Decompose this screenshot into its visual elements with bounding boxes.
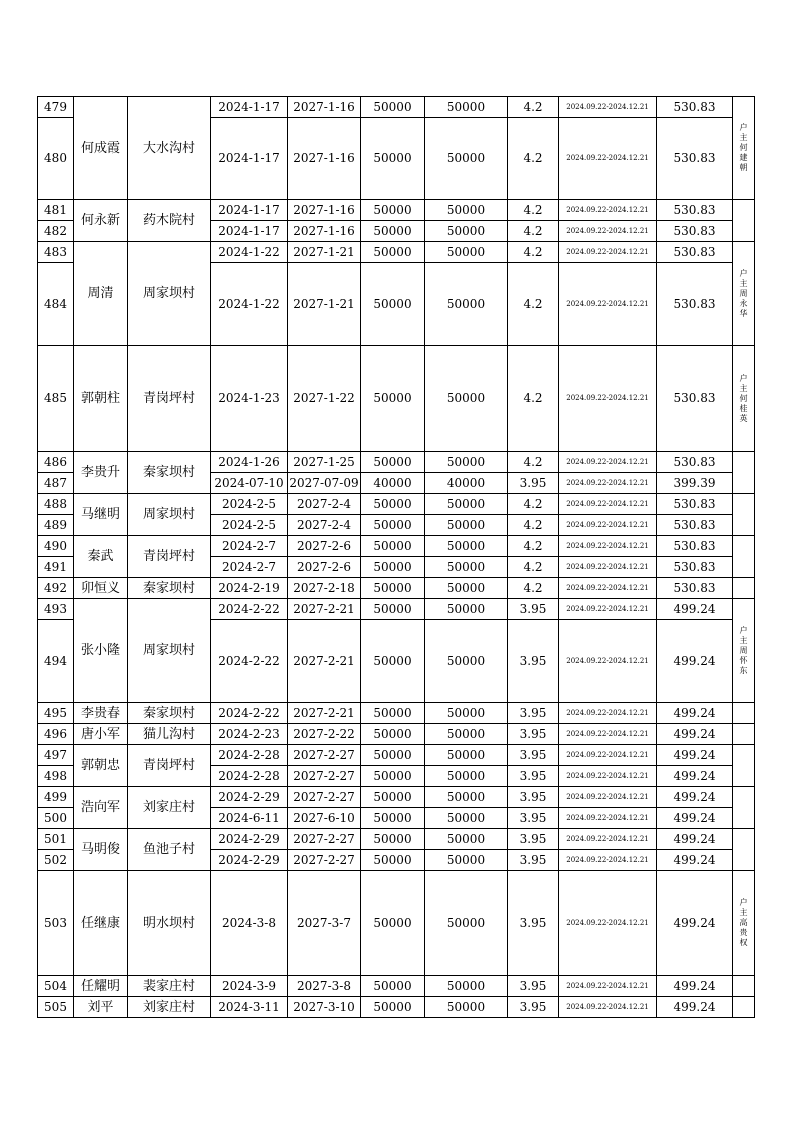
row-number-cell: 479 (38, 97, 74, 118)
loan-amount-cell: 50000 (361, 745, 425, 766)
interest-rate-cell: 3.95 (508, 473, 559, 494)
row-number-cell: 503 (38, 871, 74, 976)
end-date-cell: 2027-07-09 (288, 473, 361, 494)
end-date-cell: 2027-2-27 (288, 745, 361, 766)
row-number-cell: 492 (38, 578, 74, 599)
interest-period-cell: 2024.09.22-2024.12.21 (559, 557, 657, 578)
interest-period-cell: 2024.09.22-2024.12.21 (559, 200, 657, 221)
end-date-cell: 2027-1-16 (288, 118, 361, 200)
note-cell (733, 452, 755, 494)
row-number-cell: 491 (38, 557, 74, 578)
name-cell: 郭朝柱 (74, 346, 128, 452)
start-date-cell: 2024-2-5 (211, 494, 288, 515)
end-date-cell: 2027-2-18 (288, 578, 361, 599)
village-cell: 青岗坪村 (128, 346, 211, 452)
start-date-cell: 2024-2-28 (211, 745, 288, 766)
note-cell (733, 578, 755, 599)
name-cell: 周清 (74, 242, 128, 346)
end-date-cell: 2027-3-8 (288, 976, 361, 997)
interest-period-cell: 2024.09.22-2024.12.21 (559, 787, 657, 808)
start-date-cell: 2024-1-22 (211, 263, 288, 346)
name-cell: 浩向军 (74, 787, 128, 829)
loan-balance-cell: 50000 (425, 599, 508, 620)
interest-period-cell: 2024.09.22-2024.12.21 (559, 452, 657, 473)
interest-period-cell: 2024.09.22-2024.12.21 (559, 494, 657, 515)
row-number-cell: 483 (38, 242, 74, 263)
interest-rate-cell: 4.2 (508, 536, 559, 557)
row-number-cell: 504 (38, 976, 74, 997)
row-number-cell: 487 (38, 473, 74, 494)
note-cell (733, 599, 755, 703)
note-text: 户 主 高 贵 权 (739, 898, 748, 947)
end-date-cell: 2027-1-16 (288, 221, 361, 242)
table-row (38, 724, 755, 745)
row-number-cell: 502 (38, 850, 74, 871)
interest-rate-cell: 4.2 (508, 263, 559, 346)
loan-amount-cell: 50000 (361, 536, 425, 557)
row-number-cell: 485 (38, 346, 74, 452)
note-text: 户 主 周 永 华 (739, 268, 748, 318)
note-text: 户 主 周 怀 东 (739, 625, 748, 675)
interest-amount-cell: 499.24 (657, 703, 733, 724)
loan-balance-cell: 50000 (425, 536, 508, 557)
table-row (38, 97, 755, 118)
end-date-cell: 2027-2-21 (288, 620, 361, 703)
loan-table (37, 96, 755, 1018)
loan-amount-cell: 50000 (361, 452, 425, 473)
row-number-cell: 489 (38, 515, 74, 536)
interest-period-cell: 2024.09.22-2024.12.21 (559, 766, 657, 787)
loan-amount-cell: 50000 (361, 766, 425, 787)
loan-amount-cell: 50000 (361, 578, 425, 599)
row-number-cell: 505 (38, 997, 74, 1018)
start-date-cell: 2024-2-7 (211, 557, 288, 578)
interest-period-cell: 2024.09.22-2024.12.21 (559, 118, 657, 200)
note-cell (733, 242, 755, 346)
interest-amount-cell: 530.83 (657, 346, 733, 452)
table-row (38, 452, 755, 473)
village-cell: 秦家坝村 (128, 452, 211, 494)
start-date-cell: 2024-3-11 (211, 997, 288, 1018)
interest-amount-cell: 499.24 (657, 976, 733, 997)
end-date-cell: 2027-2-27 (288, 787, 361, 808)
start-date-cell: 2024-1-23 (211, 346, 288, 452)
table-row (38, 200, 755, 221)
interest-rate-cell: 3.95 (508, 787, 559, 808)
village-cell: 刘家庄村 (128, 787, 211, 829)
interest-period-cell: 2024.09.22-2024.12.21 (559, 599, 657, 620)
interest-rate-cell: 3.95 (508, 808, 559, 829)
row-number-cell: 500 (38, 808, 74, 829)
name-cell: 任耀明 (74, 976, 128, 997)
note-cell (733, 703, 755, 724)
table-row (38, 976, 755, 997)
start-date-cell: 2024-2-22 (211, 599, 288, 620)
loan-balance-cell: 50000 (425, 263, 508, 346)
interest-amount-cell: 530.83 (657, 200, 733, 221)
loan-balance-cell: 50000 (425, 578, 508, 599)
name-cell: 何成霞 (74, 97, 128, 200)
table-row (38, 703, 755, 724)
village-cell: 青岗坪村 (128, 536, 211, 578)
note-cell (733, 346, 755, 452)
interest-rate-cell: 4.2 (508, 346, 559, 452)
interest-amount-cell: 499.24 (657, 620, 733, 703)
end-date-cell: 2027-2-6 (288, 536, 361, 557)
row-number-cell: 484 (38, 263, 74, 346)
loan-interest-sheet (37, 96, 754, 1018)
village-cell: 周家坝村 (128, 242, 211, 346)
start-date-cell: 2024-1-26 (211, 452, 288, 473)
loan-amount-cell: 50000 (361, 599, 425, 620)
loan-balance-cell: 50000 (425, 976, 508, 997)
name-cell: 张小隆 (74, 599, 128, 703)
village-cell: 鱼池子村 (128, 829, 211, 871)
start-date-cell: 2024-3-9 (211, 976, 288, 997)
interest-rate-cell: 3.95 (508, 976, 559, 997)
village-cell: 青岗坪村 (128, 745, 211, 787)
interest-period-cell: 2024.09.22-2024.12.21 (559, 745, 657, 766)
interest-period-cell: 2024.09.22-2024.12.21 (559, 221, 657, 242)
interest-amount-cell: 499.24 (657, 871, 733, 976)
start-date-cell: 2024-2-19 (211, 578, 288, 599)
loan-balance-cell: 50000 (425, 200, 508, 221)
loan-amount-cell: 50000 (361, 200, 425, 221)
loan-balance-cell: 50000 (425, 494, 508, 515)
row-number-cell: 499 (38, 787, 74, 808)
interest-period-cell: 2024.09.22-2024.12.21 (559, 97, 657, 118)
interest-amount-cell: 530.83 (657, 221, 733, 242)
start-date-cell: 2024-2-22 (211, 703, 288, 724)
loan-amount-cell: 50000 (361, 871, 425, 976)
loan-amount-cell: 50000 (361, 221, 425, 242)
note-cell (733, 200, 755, 242)
interest-amount-cell: 399.39 (657, 473, 733, 494)
end-date-cell: 2027-3-10 (288, 997, 361, 1018)
end-date-cell: 2027-2-4 (288, 494, 361, 515)
end-date-cell: 2027-2-27 (288, 850, 361, 871)
interest-period-cell: 2024.09.22-2024.12.21 (559, 829, 657, 850)
interest-period-cell: 2024.09.22-2024.12.21 (559, 242, 657, 263)
interest-amount-cell: 530.83 (657, 452, 733, 473)
name-cell: 任继康 (74, 871, 128, 976)
end-date-cell: 2027-2-27 (288, 829, 361, 850)
table-row (38, 787, 755, 808)
loan-amount-cell: 50000 (361, 829, 425, 850)
interest-amount-cell: 530.83 (657, 494, 733, 515)
interest-rate-cell: 3.95 (508, 871, 559, 976)
village-cell: 周家坝村 (128, 494, 211, 536)
row-number-cell: 501 (38, 829, 74, 850)
table-row (38, 599, 755, 620)
village-cell: 秦家坝村 (128, 578, 211, 599)
loan-balance-cell: 50000 (425, 346, 508, 452)
village-cell: 猫儿沟村 (128, 724, 211, 745)
start-date-cell: 2024-2-29 (211, 787, 288, 808)
name-cell: 秦武 (74, 536, 128, 578)
table-row (38, 871, 755, 976)
end-date-cell: 2027-1-16 (288, 200, 361, 221)
interest-period-cell: 2024.09.22-2024.12.21 (559, 850, 657, 871)
interest-rate-cell: 4.2 (508, 118, 559, 200)
table-body (38, 97, 755, 1018)
row-number-cell: 488 (38, 494, 74, 515)
name-cell: 刘平 (74, 997, 128, 1018)
table-row (38, 536, 755, 557)
loan-amount-cell: 50000 (361, 703, 425, 724)
row-number-cell: 497 (38, 745, 74, 766)
row-number-cell: 495 (38, 703, 74, 724)
interest-rate-cell: 4.2 (508, 494, 559, 515)
interest-period-cell: 2024.09.22-2024.12.21 (559, 997, 657, 1018)
end-date-cell: 2027-2-6 (288, 557, 361, 578)
row-number-cell: 493 (38, 599, 74, 620)
loan-amount-cell: 50000 (361, 118, 425, 200)
interest-rate-cell: 4.2 (508, 578, 559, 599)
interest-rate-cell: 4.2 (508, 557, 559, 578)
village-cell: 大水沟村 (128, 97, 211, 200)
start-date-cell: 2024-2-28 (211, 766, 288, 787)
note-cell (733, 97, 755, 200)
interest-rate-cell: 3.95 (508, 745, 559, 766)
name-cell: 马明俊 (74, 829, 128, 871)
loan-balance-cell: 50000 (425, 871, 508, 976)
loan-balance-cell: 50000 (425, 221, 508, 242)
interest-rate-cell: 3.95 (508, 703, 559, 724)
name-cell: 郭朝忠 (74, 745, 128, 787)
interest-rate-cell: 4.2 (508, 97, 559, 118)
name-cell: 马继明 (74, 494, 128, 536)
start-date-cell: 2024-2-5 (211, 515, 288, 536)
row-number-cell: 496 (38, 724, 74, 745)
table-row (38, 346, 755, 452)
note-cell (733, 829, 755, 871)
loan-amount-cell: 50000 (361, 557, 425, 578)
loan-amount-cell: 50000 (361, 724, 425, 745)
interest-amount-cell: 530.83 (657, 97, 733, 118)
end-date-cell: 2027-2-21 (288, 703, 361, 724)
name-cell: 李贵升 (74, 452, 128, 494)
end-date-cell: 2027-2-22 (288, 724, 361, 745)
interest-period-cell: 2024.09.22-2024.12.21 (559, 473, 657, 494)
row-number-cell: 498 (38, 766, 74, 787)
end-date-cell: 2027-1-16 (288, 97, 361, 118)
loan-balance-cell: 50000 (425, 724, 508, 745)
village-cell: 刘家庄村 (128, 997, 211, 1018)
interest-period-cell: 2024.09.22-2024.12.21 (559, 724, 657, 745)
interest-rate-cell: 3.95 (508, 599, 559, 620)
row-number-cell: 481 (38, 200, 74, 221)
interest-rate-cell: 4.2 (508, 515, 559, 536)
start-date-cell: 2024-2-29 (211, 829, 288, 850)
village-cell: 裴家庄村 (128, 976, 211, 997)
loan-amount-cell: 50000 (361, 976, 425, 997)
interest-amount-cell: 499.24 (657, 829, 733, 850)
loan-balance-cell: 50000 (425, 118, 508, 200)
loan-amount-cell: 50000 (361, 850, 425, 871)
interest-rate-cell: 4.2 (508, 200, 559, 221)
loan-balance-cell: 50000 (425, 850, 508, 871)
row-number-cell: 480 (38, 118, 74, 200)
loan-balance-cell: 50000 (425, 557, 508, 578)
loan-balance-cell: 50000 (425, 997, 508, 1018)
loan-amount-cell: 50000 (361, 515, 425, 536)
note-cell (733, 494, 755, 536)
interest-rate-cell: 4.2 (508, 242, 559, 263)
end-date-cell: 2027-1-21 (288, 263, 361, 346)
loan-balance-cell: 50000 (425, 515, 508, 536)
interest-amount-cell: 499.24 (657, 787, 733, 808)
end-date-cell: 2027-6-10 (288, 808, 361, 829)
note-text: 户 主 何 桂 英 (739, 373, 748, 423)
name-cell: 李贵春 (74, 703, 128, 724)
interest-rate-cell: 3.95 (508, 997, 559, 1018)
interest-amount-cell: 499.24 (657, 599, 733, 620)
table-row (38, 242, 755, 263)
loan-amount-cell: 50000 (361, 808, 425, 829)
interest-amount-cell: 499.24 (657, 850, 733, 871)
loan-balance-cell: 50000 (425, 745, 508, 766)
interest-amount-cell: 530.83 (657, 263, 733, 346)
village-cell: 药木院村 (128, 200, 211, 242)
interest-rate-cell: 3.95 (508, 724, 559, 745)
interest-amount-cell: 499.24 (657, 724, 733, 745)
start-date-cell: 2024-1-17 (211, 221, 288, 242)
loan-balance-cell: 50000 (425, 766, 508, 787)
start-date-cell: 2024-2-29 (211, 850, 288, 871)
end-date-cell: 2027-1-22 (288, 346, 361, 452)
interest-rate-cell: 3.95 (508, 850, 559, 871)
loan-amount-cell: 50000 (361, 263, 425, 346)
note-cell (733, 871, 755, 976)
row-number-cell: 486 (38, 452, 74, 473)
loan-amount-cell: 50000 (361, 620, 425, 703)
interest-amount-cell: 499.24 (657, 997, 733, 1018)
interest-rate-cell: 3.95 (508, 829, 559, 850)
note-cell (733, 536, 755, 578)
loan-balance-cell: 50000 (425, 97, 508, 118)
row-number-cell: 490 (38, 536, 74, 557)
village-cell: 明水坝村 (128, 871, 211, 976)
end-date-cell: 2027-2-27 (288, 766, 361, 787)
start-date-cell: 2024-2-7 (211, 536, 288, 557)
interest-period-cell: 2024.09.22-2024.12.21 (559, 976, 657, 997)
loan-amount-cell: 50000 (361, 787, 425, 808)
interest-period-cell: 2024.09.22-2024.12.21 (559, 871, 657, 976)
interest-period-cell: 2024.09.22-2024.12.21 (559, 346, 657, 452)
start-date-cell: 2024-1-22 (211, 242, 288, 263)
interest-amount-cell: 530.83 (657, 118, 733, 200)
start-date-cell: 2024-07-10 (211, 473, 288, 494)
end-date-cell: 2027-2-4 (288, 515, 361, 536)
interest-period-cell: 2024.09.22-2024.12.21 (559, 515, 657, 536)
name-cell: 卯恒义 (74, 578, 128, 599)
loan-balance-cell: 50000 (425, 242, 508, 263)
name-cell: 唐小军 (74, 724, 128, 745)
table-row (38, 578, 755, 599)
end-date-cell: 2027-3-7 (288, 871, 361, 976)
note-cell (733, 976, 755, 997)
interest-rate-cell: 3.95 (508, 766, 559, 787)
interest-period-cell: 2024.09.22-2024.12.21 (559, 578, 657, 599)
note-cell (733, 787, 755, 829)
interest-amount-cell: 530.83 (657, 242, 733, 263)
interest-period-cell: 2024.09.22-2024.12.21 (559, 263, 657, 346)
interest-period-cell: 2024.09.22-2024.12.21 (559, 703, 657, 724)
row-number-cell: 482 (38, 221, 74, 242)
table-row (38, 997, 755, 1018)
interest-rate-cell: 3.95 (508, 620, 559, 703)
table-row (38, 494, 755, 515)
interest-amount-cell: 530.83 (657, 515, 733, 536)
loan-amount-cell: 50000 (361, 997, 425, 1018)
interest-period-cell: 2024.09.22-2024.12.21 (559, 620, 657, 703)
loan-amount-cell: 40000 (361, 473, 425, 494)
row-number-cell: 494 (38, 620, 74, 703)
loan-amount-cell: 50000 (361, 494, 425, 515)
loan-balance-cell: 50000 (425, 452, 508, 473)
interest-amount-cell: 499.24 (657, 766, 733, 787)
note-cell (733, 724, 755, 745)
start-date-cell: 2024-6-11 (211, 808, 288, 829)
village-cell: 秦家坝村 (128, 703, 211, 724)
start-date-cell: 2024-1-17 (211, 200, 288, 221)
end-date-cell: 2027-2-21 (288, 599, 361, 620)
loan-balance-cell: 50000 (425, 787, 508, 808)
interest-rate-cell: 4.2 (508, 452, 559, 473)
start-date-cell: 2024-3-8 (211, 871, 288, 976)
interest-period-cell: 2024.09.22-2024.12.21 (559, 536, 657, 557)
interest-amount-cell: 499.24 (657, 808, 733, 829)
end-date-cell: 2027-1-25 (288, 452, 361, 473)
interest-amount-cell: 530.83 (657, 578, 733, 599)
interest-amount-cell: 530.83 (657, 557, 733, 578)
table-row (38, 745, 755, 766)
interest-rate-cell: 4.2 (508, 221, 559, 242)
loan-balance-cell: 50000 (425, 703, 508, 724)
start-date-cell: 2024-2-23 (211, 724, 288, 745)
start-date-cell: 2024-1-17 (211, 97, 288, 118)
loan-amount-cell: 50000 (361, 242, 425, 263)
village-cell: 周家坝村 (128, 599, 211, 703)
loan-balance-cell: 50000 (425, 808, 508, 829)
note-text: 户 主 何 建 朝 (739, 123, 748, 172)
loan-balance-cell: 40000 (425, 473, 508, 494)
table-row (38, 829, 755, 850)
interest-period-cell: 2024.09.22-2024.12.21 (559, 808, 657, 829)
interest-amount-cell: 499.24 (657, 745, 733, 766)
loan-balance-cell: 50000 (425, 829, 508, 850)
note-cell (733, 745, 755, 787)
loan-balance-cell: 50000 (425, 620, 508, 703)
start-date-cell: 2024-1-17 (211, 118, 288, 200)
loan-amount-cell: 50000 (361, 346, 425, 452)
note-cell (733, 997, 755, 1018)
name-cell: 何永新 (74, 200, 128, 242)
loan-amount-cell: 50000 (361, 97, 425, 118)
end-date-cell: 2027-1-21 (288, 242, 361, 263)
start-date-cell: 2024-2-22 (211, 620, 288, 703)
interest-amount-cell: 530.83 (657, 536, 733, 557)
